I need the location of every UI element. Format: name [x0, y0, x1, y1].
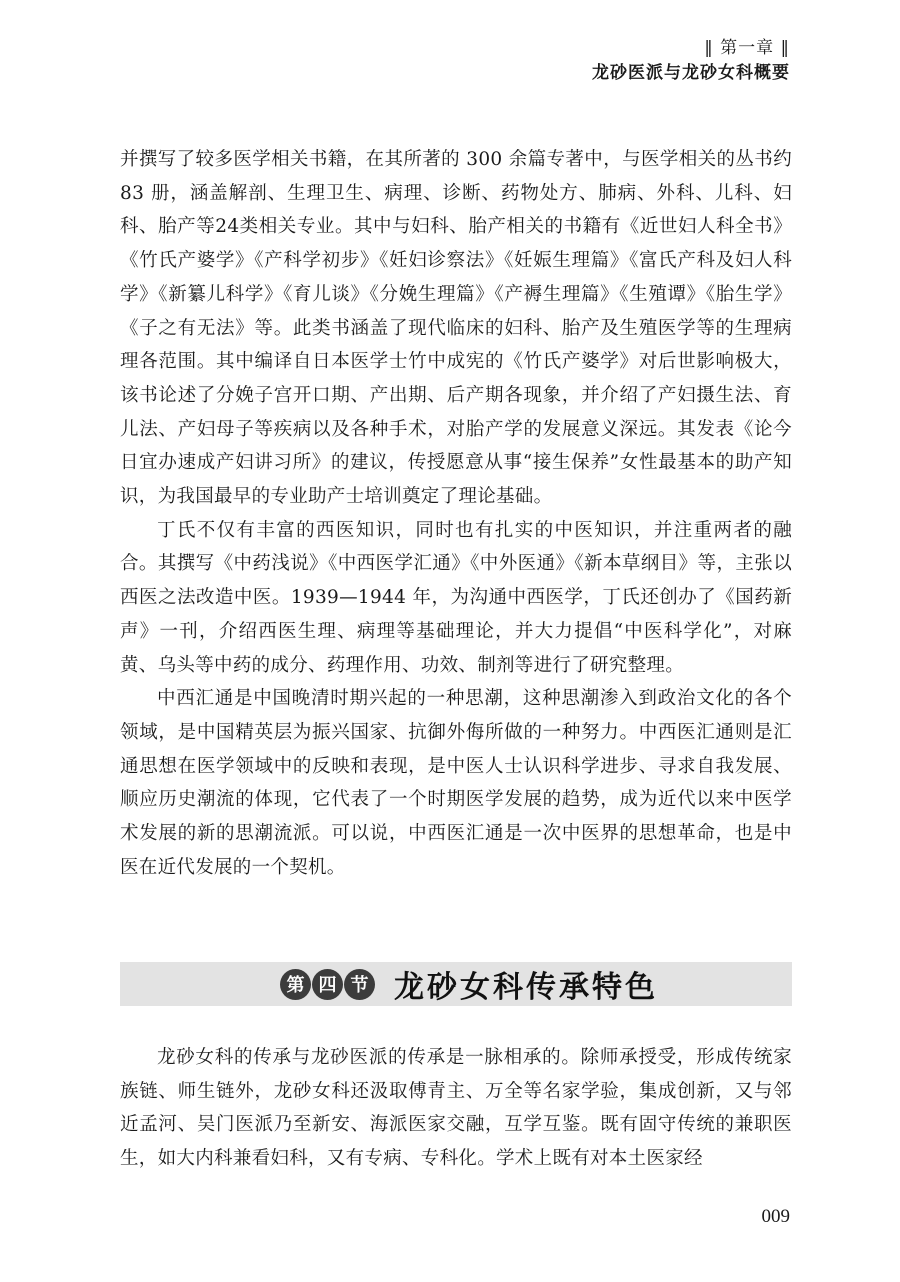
running-header	[592, 36, 790, 85]
body-text-block	[120, 143, 792, 884]
page-number: 009	[761, 1206, 790, 1227]
section-title: 龙砂女科传承特色	[394, 970, 658, 1005]
section-heading-inner	[280, 962, 658, 1006]
chapter-title: 龙砂医派与龙砂女科概要	[592, 62, 790, 83]
chapter-label: ‖ 第一章 ‖	[704, 38, 790, 58]
paragraph: 龙砂女科的传承与龙砂医派的传承是一脉相承的。除师承授受，形成传统家族链、师生链外，龙砂女科还汲取傅青主、万全等名家学验，集成创新，又与邻近孟河、吴门医派乃至新安、海派医家交融，互学互鉴。既有固守传统的兼职医生，如大内科兼看妇科，又有专病、专科化。学术上既有对本土医家经	[120, 1047, 792, 1170]
paragraph: 丁氏不仅有丰富的西医知识，同时也有扎实的中医知识，并注重两者的融合。其撰写《中药浅说》《中西医学汇通》《中外医通》《新本草纲目》等，主张以西医之法改造中医。1939—1944 年，为沟通中西医学，丁氏还创办了《国药新声》一刊，介绍西医生理、病理等基础理论，并大力提倡“中医科学化”，对麻黄、乌头等中药的成分、药理作用、功效、制剂等进行了研究整理。	[120, 519, 792, 676]
section-badge: 四	[312, 969, 343, 1000]
section-badge: 第	[280, 969, 311, 1000]
section-heading	[120, 962, 792, 1006]
paragraph-continued: 并撰写了较多医学相关书籍，在其所著的 300 余篇专著中，与医学相关的丛书约 83 册，涵盖解剖、生理卫生、病理、诊断、药物处方、肺病、外科、儿科、妇科、胎产等24类相关专业。其中与妇科、胎产相关的书籍有《近世妇人科全书》《竹氏产婆学》《产科学初步》《妊妇诊察法》《妊娠生理篇》《富氏产科及妇人科学》《新纂儿科学》《育儿谈》《分娩生理篇》《产褥生理篇》《生殖谭》《胎生学》《子之有无法》等。此类书涵盖了现代临床的妇科、胎产及生殖医学等的生理病理各范围。其中编译自日本医学士竹中成宪的《竹氏产婆学》对后世影响极大，该书论述了分娩子宫开口期、产出期、后产期各现象，并介绍了产妇摄生法、育儿法、产妇母子等疾病以及各种手术，对胎产学的发展意义深远。其发表《论今日宜办速成产妇讲习所》的建议，传授愿意从事“接生保养”女性最基本的助产知识，为我国最早的专业助产士培训奠定了理论基础。	[120, 149, 792, 508]
section-body-text	[120, 1041, 792, 1176]
paragraph: 中西汇通是中国晚清时期兴起的一种思潮，这种思潮渗入到政治文化的各个领域，是中国精英层为振兴国家、抗御外侮所做的一种努力。中西医汇通则是汇通思想在医学领域中的反映和表现，是中医人士认识科学进步、寻求自我发展、顺应历史潮流的体现，它代表了一个时期医学发展的趋势，成为近代以来中医学术发展的新的思潮流派。可以说，中西医汇通是一次中医界的思想革命，也是中医在近代发展的一个契机。	[120, 688, 792, 878]
section-badge: 节	[344, 969, 375, 1000]
